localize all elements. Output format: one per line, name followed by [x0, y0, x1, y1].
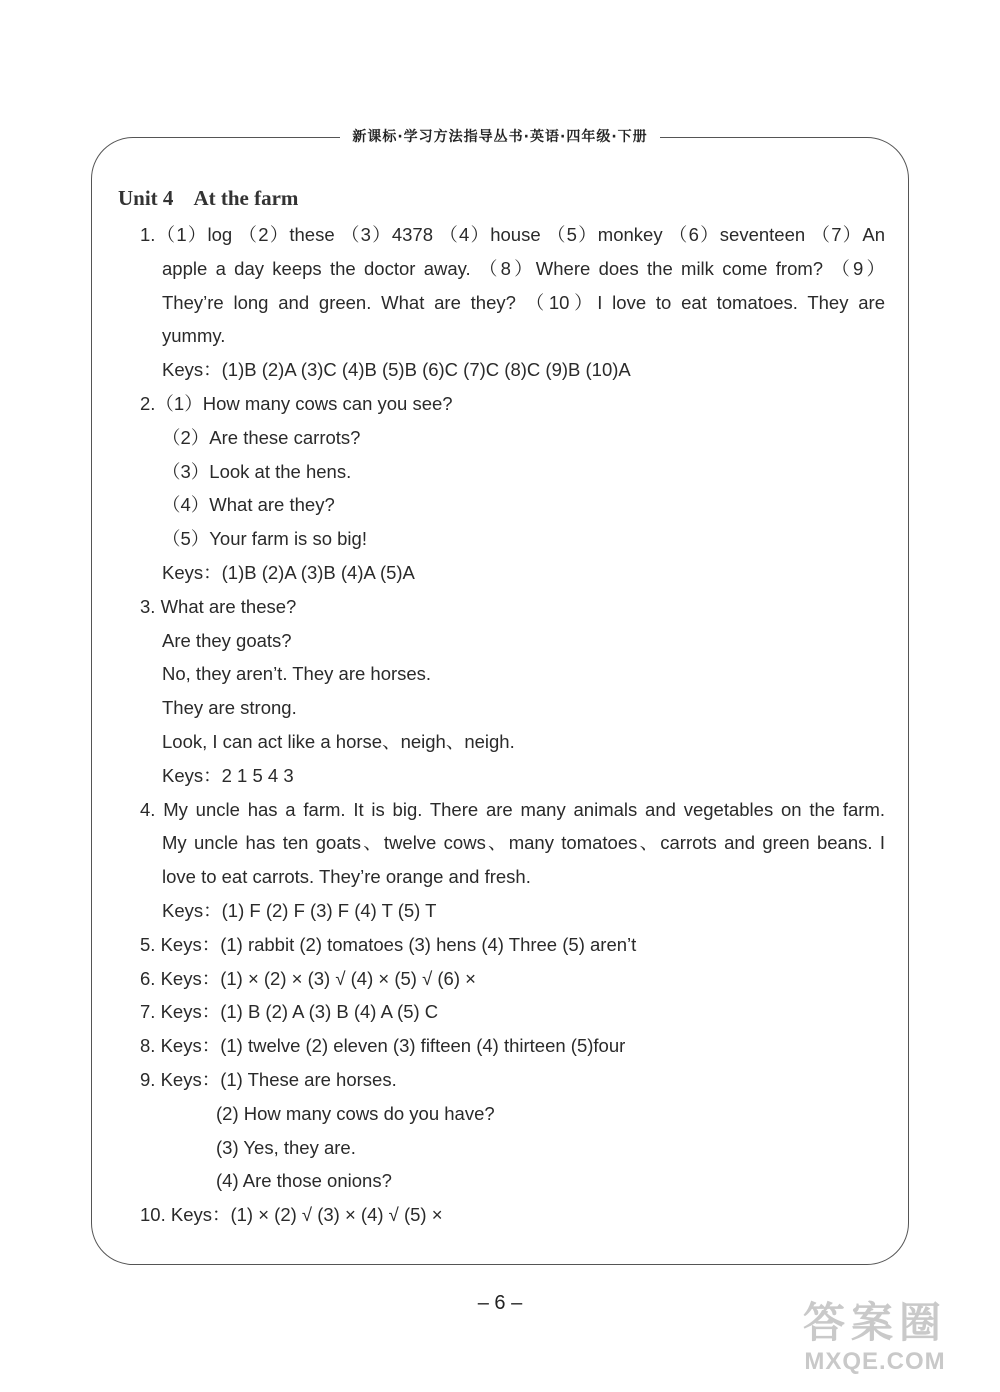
answer-line: No, they aren’t. They are horses. [162, 663, 432, 685]
watermark-logo: 答案圈 MXQE.COM [802, 1298, 947, 1375]
answer-line: apple a day keeps the doctor away. （8）Where does the milk come from? （9） [162, 257, 885, 279]
page-number: – 6 – [477, 1292, 523, 1314]
answer-line: 2.（1）How many cows can you see? [140, 392, 453, 414]
answer-line: （2）Are these carrots? [162, 426, 361, 448]
answer-line: (4) Are those onions? [216, 1170, 392, 1192]
answer-keys: Keys：(1)B (2)A (3)B (4)A (5)A [162, 561, 415, 583]
answer-line: 3. What are these? [140, 595, 297, 617]
unit-name: At the farm [193, 186, 299, 210]
answer-line: They’re long and green. What are they? （10）I love to eat tomatoes. They are [162, 291, 885, 313]
answer-keys: 9. Keys：(1) These are horses. [140, 1068, 397, 1090]
answer-content [140, 218, 885, 1232]
answer-line: （4）What are they? [162, 494, 335, 516]
running-header: 新课标·学习方法指导丛书·英语·四年级·下册 [0, 126, 1000, 146]
answer-line: Look, I can act like a horse、neigh、neigh. [162, 730, 515, 752]
answer-line: 1.（1）log （2）these （3）4378 （4）house （5）monkey （6）seventeen （7）An [140, 224, 885, 245]
answer-line: They are strong. [162, 697, 297, 719]
answer-keys: 10. Keys：(1) × (2) √ (3) × (4) √ (5) × [140, 1204, 443, 1226]
answer-keys: Keys：(1)B (2)A (3)C (4)B (5)B (6)C (7)C (8)C (9)B (10)A [162, 359, 631, 381]
answer-keys: Keys：(1) F (2) F (3) F (4) T (5) T [162, 899, 437, 921]
answer-line: yummy. [162, 325, 226, 347]
answer-line: (3) Yes, they are. [216, 1136, 356, 1158]
answer-line: 4. My uncle has a farm. It is big. There are many animals and vegetables on the farm. [140, 798, 885, 820]
answer-keys: 5. Keys：(1) rabbit (2) tomatoes (3) hens (4) Three (5) aren’t [140, 933, 637, 955]
answer-keys: 6. Keys：(1) × (2) × (3) √ (4) × (5) √ (6) × [140, 967, 476, 989]
answer-keys: Keys：2 1 5 4 3 [162, 764, 294, 786]
unit-title [118, 186, 298, 211]
answer-line: Are they goats? [162, 629, 292, 651]
answer-line: (2) How many cows do you have? [216, 1102, 495, 1124]
answer-line: （5）Your farm is so big! [162, 528, 367, 550]
answer-keys: 7. Keys：(1) B (2) A (3) B (4) A (5) C [140, 1001, 439, 1023]
answer-keys: 8. Keys：(1) twelve (2) eleven (3) fifteen (4) thirteen (5)four [140, 1035, 626, 1057]
answer-line: （3）Look at the hens. [162, 460, 352, 482]
unit-number: Unit 4 [118, 186, 174, 210]
answer-line: love to eat carrots. They’re orange and fresh. [162, 866, 531, 888]
answer-line: My uncle has ten goats、twelve cows、many tomatoes、carrots and green beans. I [162, 832, 885, 854]
